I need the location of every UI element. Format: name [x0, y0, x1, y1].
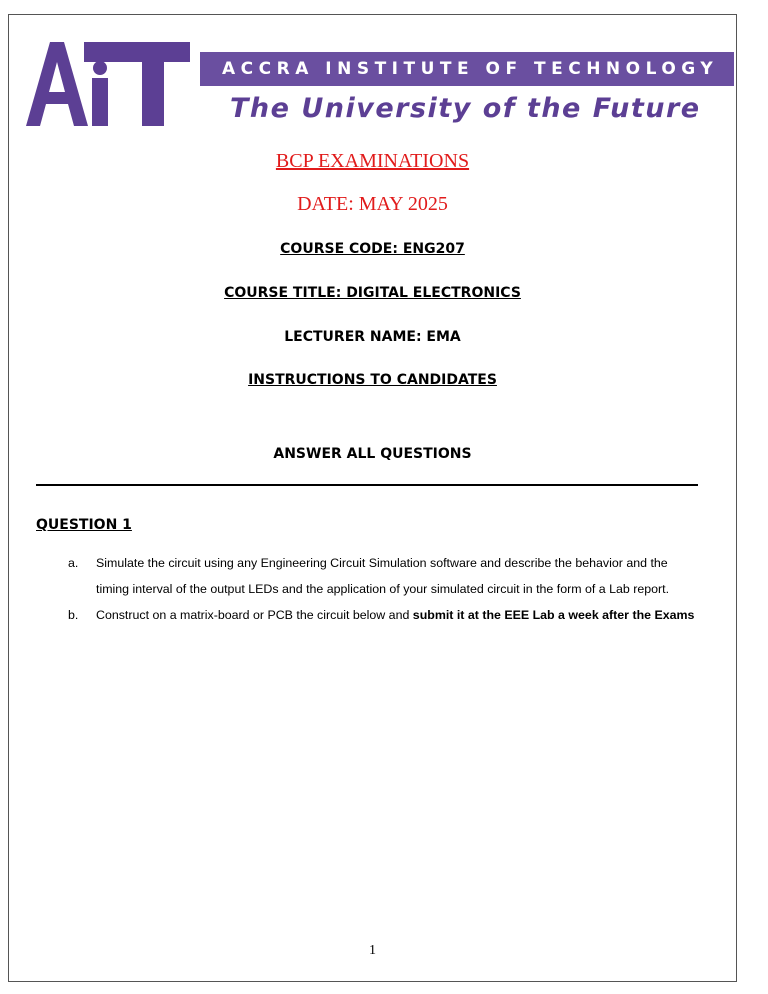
item-marker: a. — [68, 556, 79, 570]
exam-title: BCP EXAMINATIONS — [275, 150, 470, 172]
lecturer-name: LECTURER NAME: EMA — [284, 329, 461, 345]
question-list — [68, 550, 704, 628]
page-number: 1 — [369, 943, 376, 958]
item-text: Simulate the circuit using any Engineering Circuit Simulation software and describe the behavior and the timing interval of the output LEDs and the application of your simulated circuit in the form of a Lab report. — [96, 556, 670, 596]
question-heading: QUESTION 1 — [36, 517, 132, 533]
logo-banner: ACCRA INSTITUTE OF TECHNOLOGY — [200, 52, 734, 86]
course-title — [8, 285, 737, 301]
item-text-emphasis: submit it at the EEE Lab a week after the Exams — [412, 608, 695, 622]
exam-date: DATE: MAY 2025 — [297, 193, 448, 215]
course-title-text: COURSE TITLE: DIGITAL ELECTRONICS — [224, 285, 521, 301]
item-text: Construct on a matrix-board or PCB the circuit below and — [96, 608, 413, 622]
item-marker: b. — [68, 608, 79, 622]
course-code-text: COURSE CODE: ENG207 — [280, 241, 465, 257]
institution-logo — [24, 40, 719, 128]
instructions-text: INSTRUCTIONS TO CANDIDATES — [248, 372, 497, 388]
section-divider — [36, 484, 698, 486]
logo-tagline: The University of the Future — [230, 93, 701, 124]
question-item-b — [68, 602, 704, 628]
course-code — [8, 241, 737, 257]
answer-all-instruction: ANSWER ALL QUESTIONS — [273, 446, 472, 462]
instructions-heading — [8, 372, 737, 388]
question-item-a — [68, 550, 704, 602]
ait-logo-mark — [24, 40, 194, 128]
